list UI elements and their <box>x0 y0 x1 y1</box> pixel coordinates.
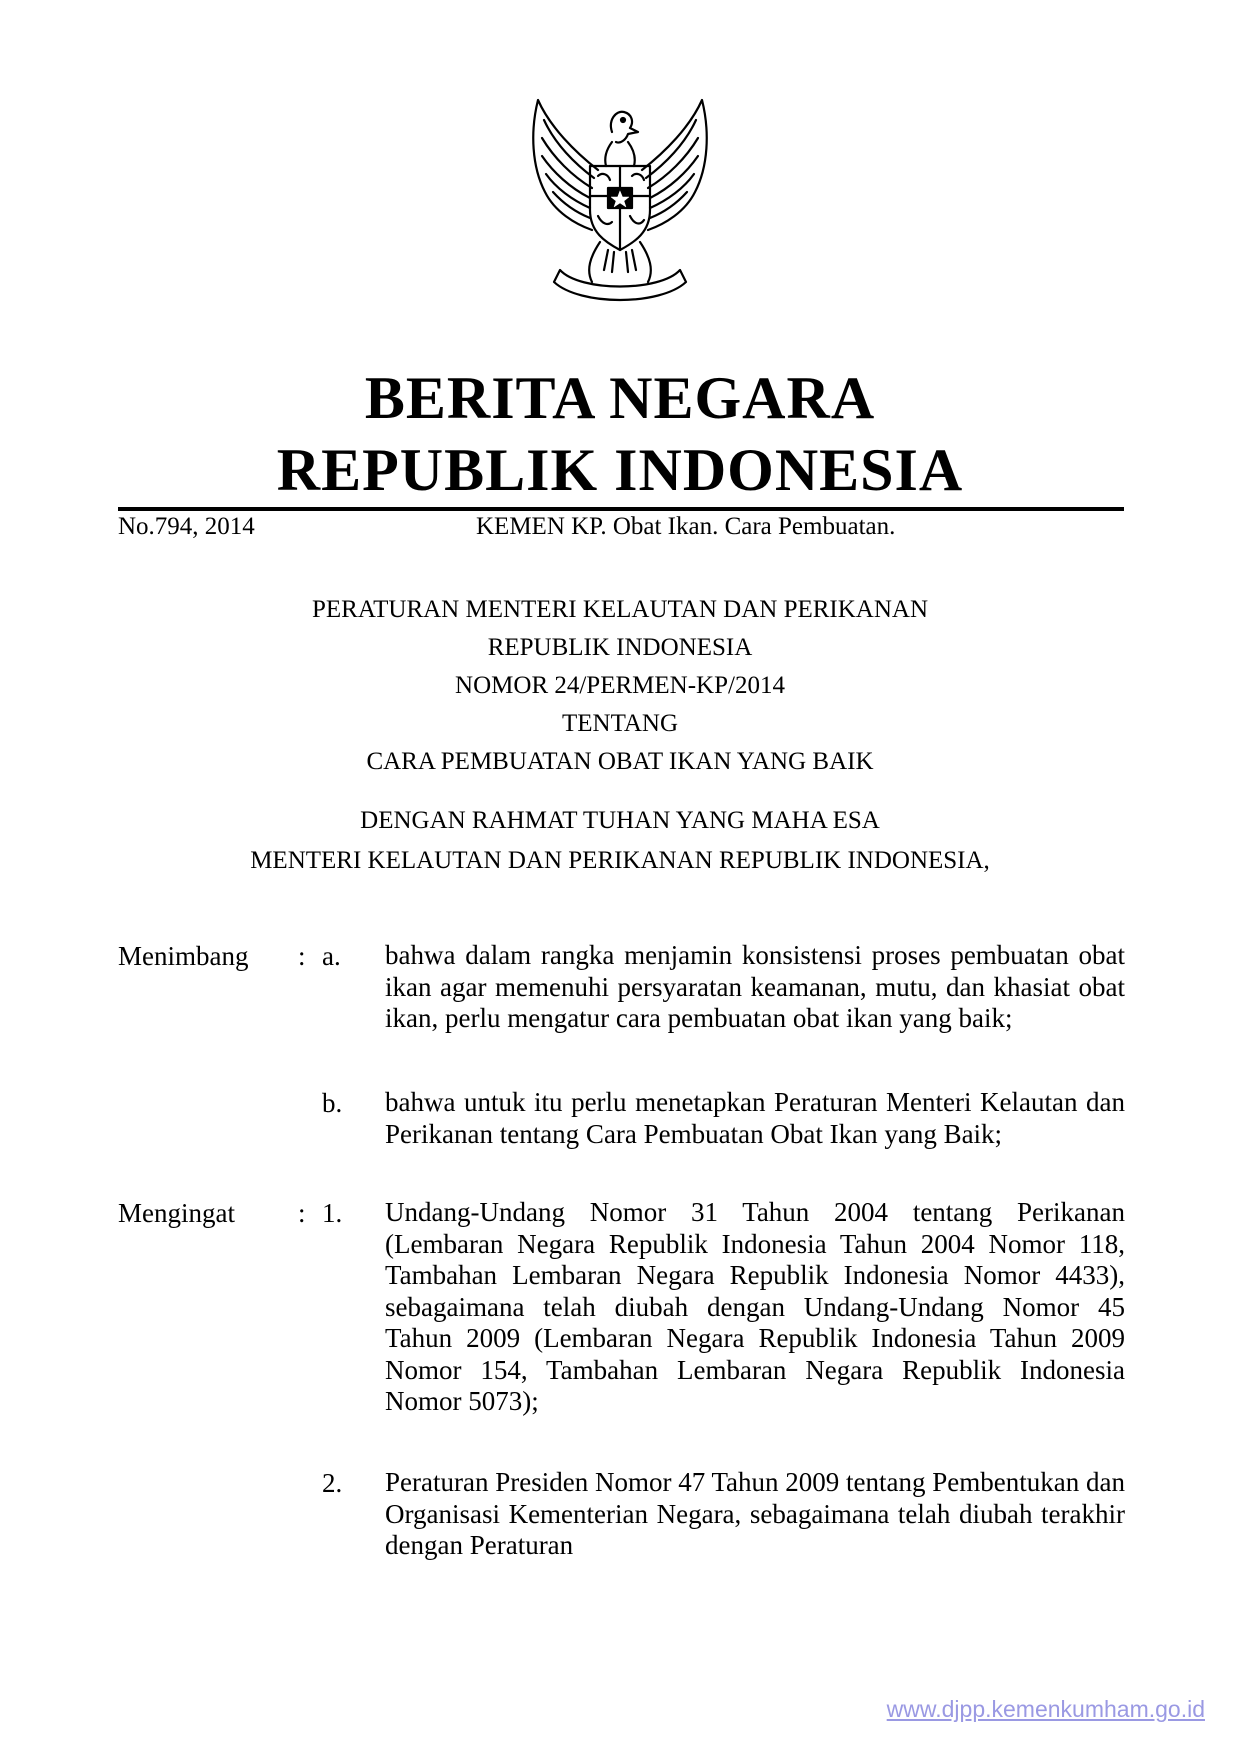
menimbang-item-text: bahwa untuk itu perlu menetapkan Peraturan Menteri Kelautan dan Perikanan tentang Cara Pembuatan Obat Ikan yang Baik; <box>385 1087 1125 1149</box>
gazette-subtitle: REPUBLIK INDONESIA <box>276 437 964 503</box>
menimbang-item-marker: b. <box>322 1088 343 1118</box>
invocation: DENGAN RAHMAT TUHAN YANG MAHA ESA <box>360 807 880 834</box>
mengingat-colon: : <box>298 1198 306 1228</box>
header-rule <box>118 507 1124 511</box>
garuda-pancasila-emblem-icon <box>520 92 720 312</box>
gazette-number: No.794, 2014 <box>118 513 255 540</box>
regulation-title-line2: REPUBLIK INDONESIA <box>487 634 753 661</box>
menimbang-item-text: bahwa dalam rangka menjamin konsistensi proses pembuatan obat ikan agar memenuhi persyaratan keamanan, mutu, dan khasiat obat ikan, perlu mengatur cara pembuatan obat ikan yang baik; <box>385 940 1125 1033</box>
mengingat-label: Mengingat <box>118 1198 235 1228</box>
regulation-tentang: TENTANG <box>561 710 679 737</box>
issuing-authority: MENTERI KELAUTAN DAN PERIKANAN REPUBLIK INDONESIA, <box>250 847 990 874</box>
regulation-subject: CARA PEMBUATAN OBAT IKAN YANG BAIK <box>366 748 874 775</box>
footer-website-link[interactable]: www.djpp.kemenkumham.go.id <box>886 1696 1205 1722</box>
mengingat-item-marker: 1. <box>322 1198 343 1228</box>
regulation-title-line1: PERATURAN MENTERI KELAUTAN DAN PERIKANAN <box>311 596 929 623</box>
mengingat-item-text: Undang-Undang Nomor 31 Tahun 2004 tentang Perikanan (Lembaran Negara Republik Indonesia Tahun 2004 Nomor 118, Tambahan Lembaran Negara Republik Indonesia Nomor 4433), sebagaimana telah diubah dengan Undang-Undang Nomor 45 Tahun 2009 (Lembaran Negara Republik Indonesia Tahun 2009 Nomor 154, Tambahan Lembaran Negara Republik Indonesia Nomor 5073); <box>385 1197 1125 1416</box>
menimbang-colon: : <box>298 941 306 971</box>
mengingat-item-text: Peraturan Presiden Nomor 47 Tahun 2009 tentang Pembentukan dan Organisasi Kementerian Negara, sebagaimana telah diubah terakhir dengan Peraturan <box>385 1467 1125 1560</box>
gazette-subject: KEMEN KP. Obat Ikan. Cara Pembuatan. <box>476 513 896 540</box>
menimbang-label: Menimbang <box>118 941 249 971</box>
regulation-number: NOMOR 24/PERMEN-KP/2014 <box>455 672 785 699</box>
gazette-title: BERITA NEGARA <box>364 365 876 431</box>
menimbang-item-marker: a. <box>322 941 341 971</box>
mengingat-item-marker: 2. <box>322 1468 343 1498</box>
